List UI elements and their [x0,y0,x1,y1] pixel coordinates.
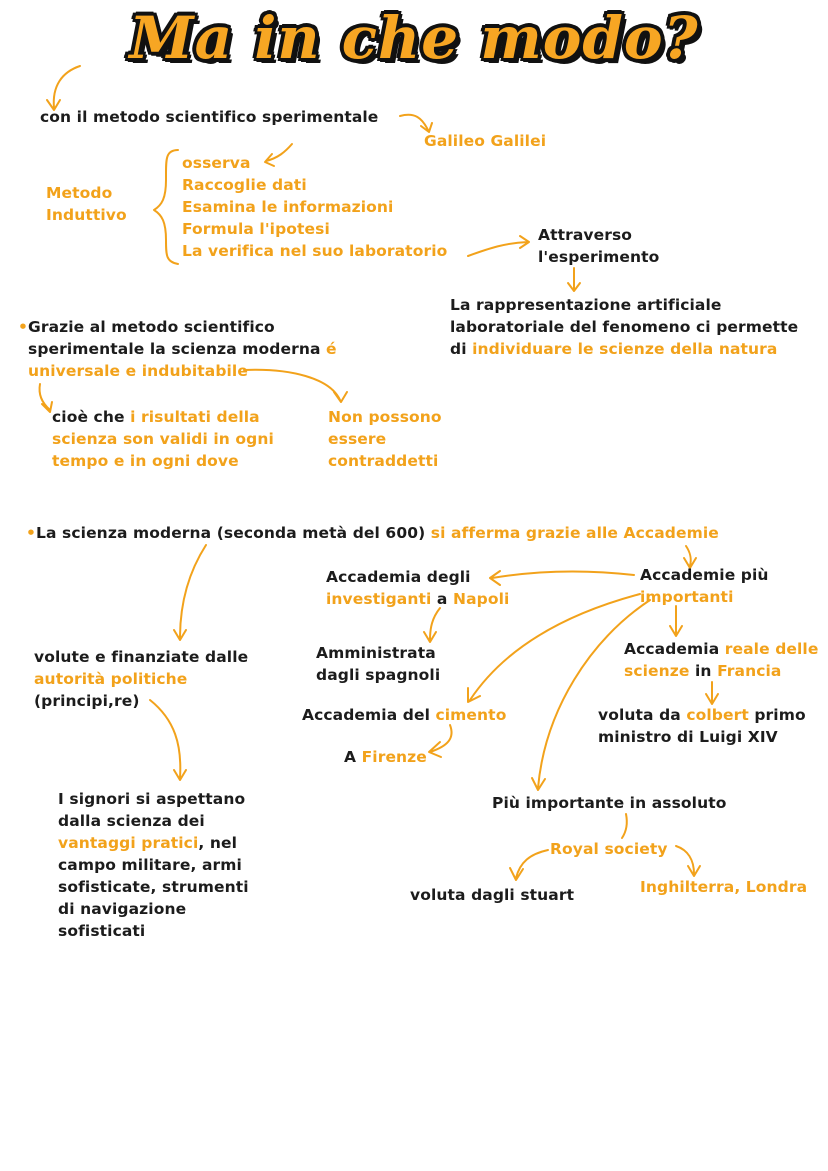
arrow-attraverso-rappr [568,268,580,291]
rappr-line-1: La rappresentazione artificiale [450,296,722,314]
galileo-text: Galileo Galilei [424,132,547,150]
amministrata-line-1: Amministrata [316,644,436,662]
non-line-1: Non possono [328,408,442,426]
non-line-3: contraddetti [328,452,439,470]
volute-line-2: autorità politiche [34,670,188,688]
firenze-line: A Firenze [344,748,427,766]
step-item: Formula l'ipotesi [182,220,330,238]
grazie-line-1: •Grazie al metodo scientifico [18,318,275,336]
grazie-line-2: sperimentale la scienza moderna é [28,340,337,358]
volute-line-3: (principi,re) [34,692,140,710]
vantaggi-line: vantaggi pratici, nel [58,834,238,852]
importanti-line-1: Accademie più [640,566,769,584]
arrow-importanti-reale [670,606,682,636]
arrow-cimento-firenze [429,725,452,757]
colbert-line-1: voluta da colbert primo [598,706,806,724]
arrow-verifica-attraverso [468,236,529,256]
amministrata-line-2: dagli spagnoli [316,666,441,684]
volute-line-1: volute e finanziate dalle [34,648,249,666]
scienza-moderna-line: •La scienza moderna (seconda metà del 600) si afferma grazie alle Accademie [26,524,719,542]
signori-line: I signori si aspettano [58,790,246,808]
investiganti-line-2: investiganti a Napoli [326,590,510,608]
attraverso-1: Attraverso [538,226,633,244]
cimento-line: Accademia del cimento [302,706,507,724]
reale-line-2: scienze in Francia [624,662,782,680]
cioe-line-3: tempo e in ogni dove [52,452,239,470]
non-line-2: essere [328,430,387,448]
rappr-line-3: di individuare le scienze della natura [450,340,778,358]
piu-importante: Più importante in assoluto [492,794,727,812]
signori-line: di navigazione [58,900,187,918]
arrow-universale-non [244,370,347,402]
page-title: Ma in che modo? [129,4,699,72]
cioe-line-2: scienza son validi in ogni [52,430,274,448]
arrow-universale-cioe [39,384,52,412]
reale-line-1: Accademia reale delle [624,640,819,658]
colbert-line-2: ministro di Luigi XIV [598,728,778,746]
arrow-royal-stuart [510,850,548,880]
grazie-line-3: universale e indubitabile [28,362,248,380]
arrow-piu-royal [622,814,627,838]
method-text: con il metodo scientifico sperimentale [40,108,379,126]
arrow-title-method [47,66,80,110]
rappr-line-2: laboratoriale del fenomeno ci permette [450,318,799,336]
arrow-volute-signori [150,700,186,780]
signori-line: sofisticati [58,922,146,940]
signori-line: campo militare, armi [58,856,242,874]
step-item: Raccoglie dati [182,176,307,194]
step-item: Esamina le informazioni [182,198,394,216]
cioe-line-1: cioè che i risultati della [52,408,260,426]
stuart-line: voluta dagli stuart [410,886,575,904]
importanti-line-2: importanti [640,588,734,606]
arrow-reale-colbert [706,682,718,704]
bracket-steps [154,150,178,264]
attraverso-2: l'esperimento [538,248,660,266]
signori-line: sofisticate, strumenti [58,878,249,896]
arrow-royal-inghilterra [676,846,700,876]
royal-society: Royal society [550,840,668,858]
step-item: La verifica nel suo laboratorio [182,242,448,260]
signori-line: dalla scienza dei [58,812,205,830]
metodo-label-1: Metodo [46,184,113,202]
investiganti-line-1: Accademia degli [326,568,471,586]
arrow-importanti-investiganti [490,571,634,585]
inghilterra-line: Inghilterra, Londra [640,878,808,896]
arrow-scienza-volute [174,545,206,640]
arrow-to-osserva [265,144,292,166]
arrow-importanti-cimento [468,594,640,702]
metodo-label-2: Induttivo [46,206,127,224]
arrow-investiganti-amministrata [424,608,440,642]
step-item: osserva [182,154,251,172]
